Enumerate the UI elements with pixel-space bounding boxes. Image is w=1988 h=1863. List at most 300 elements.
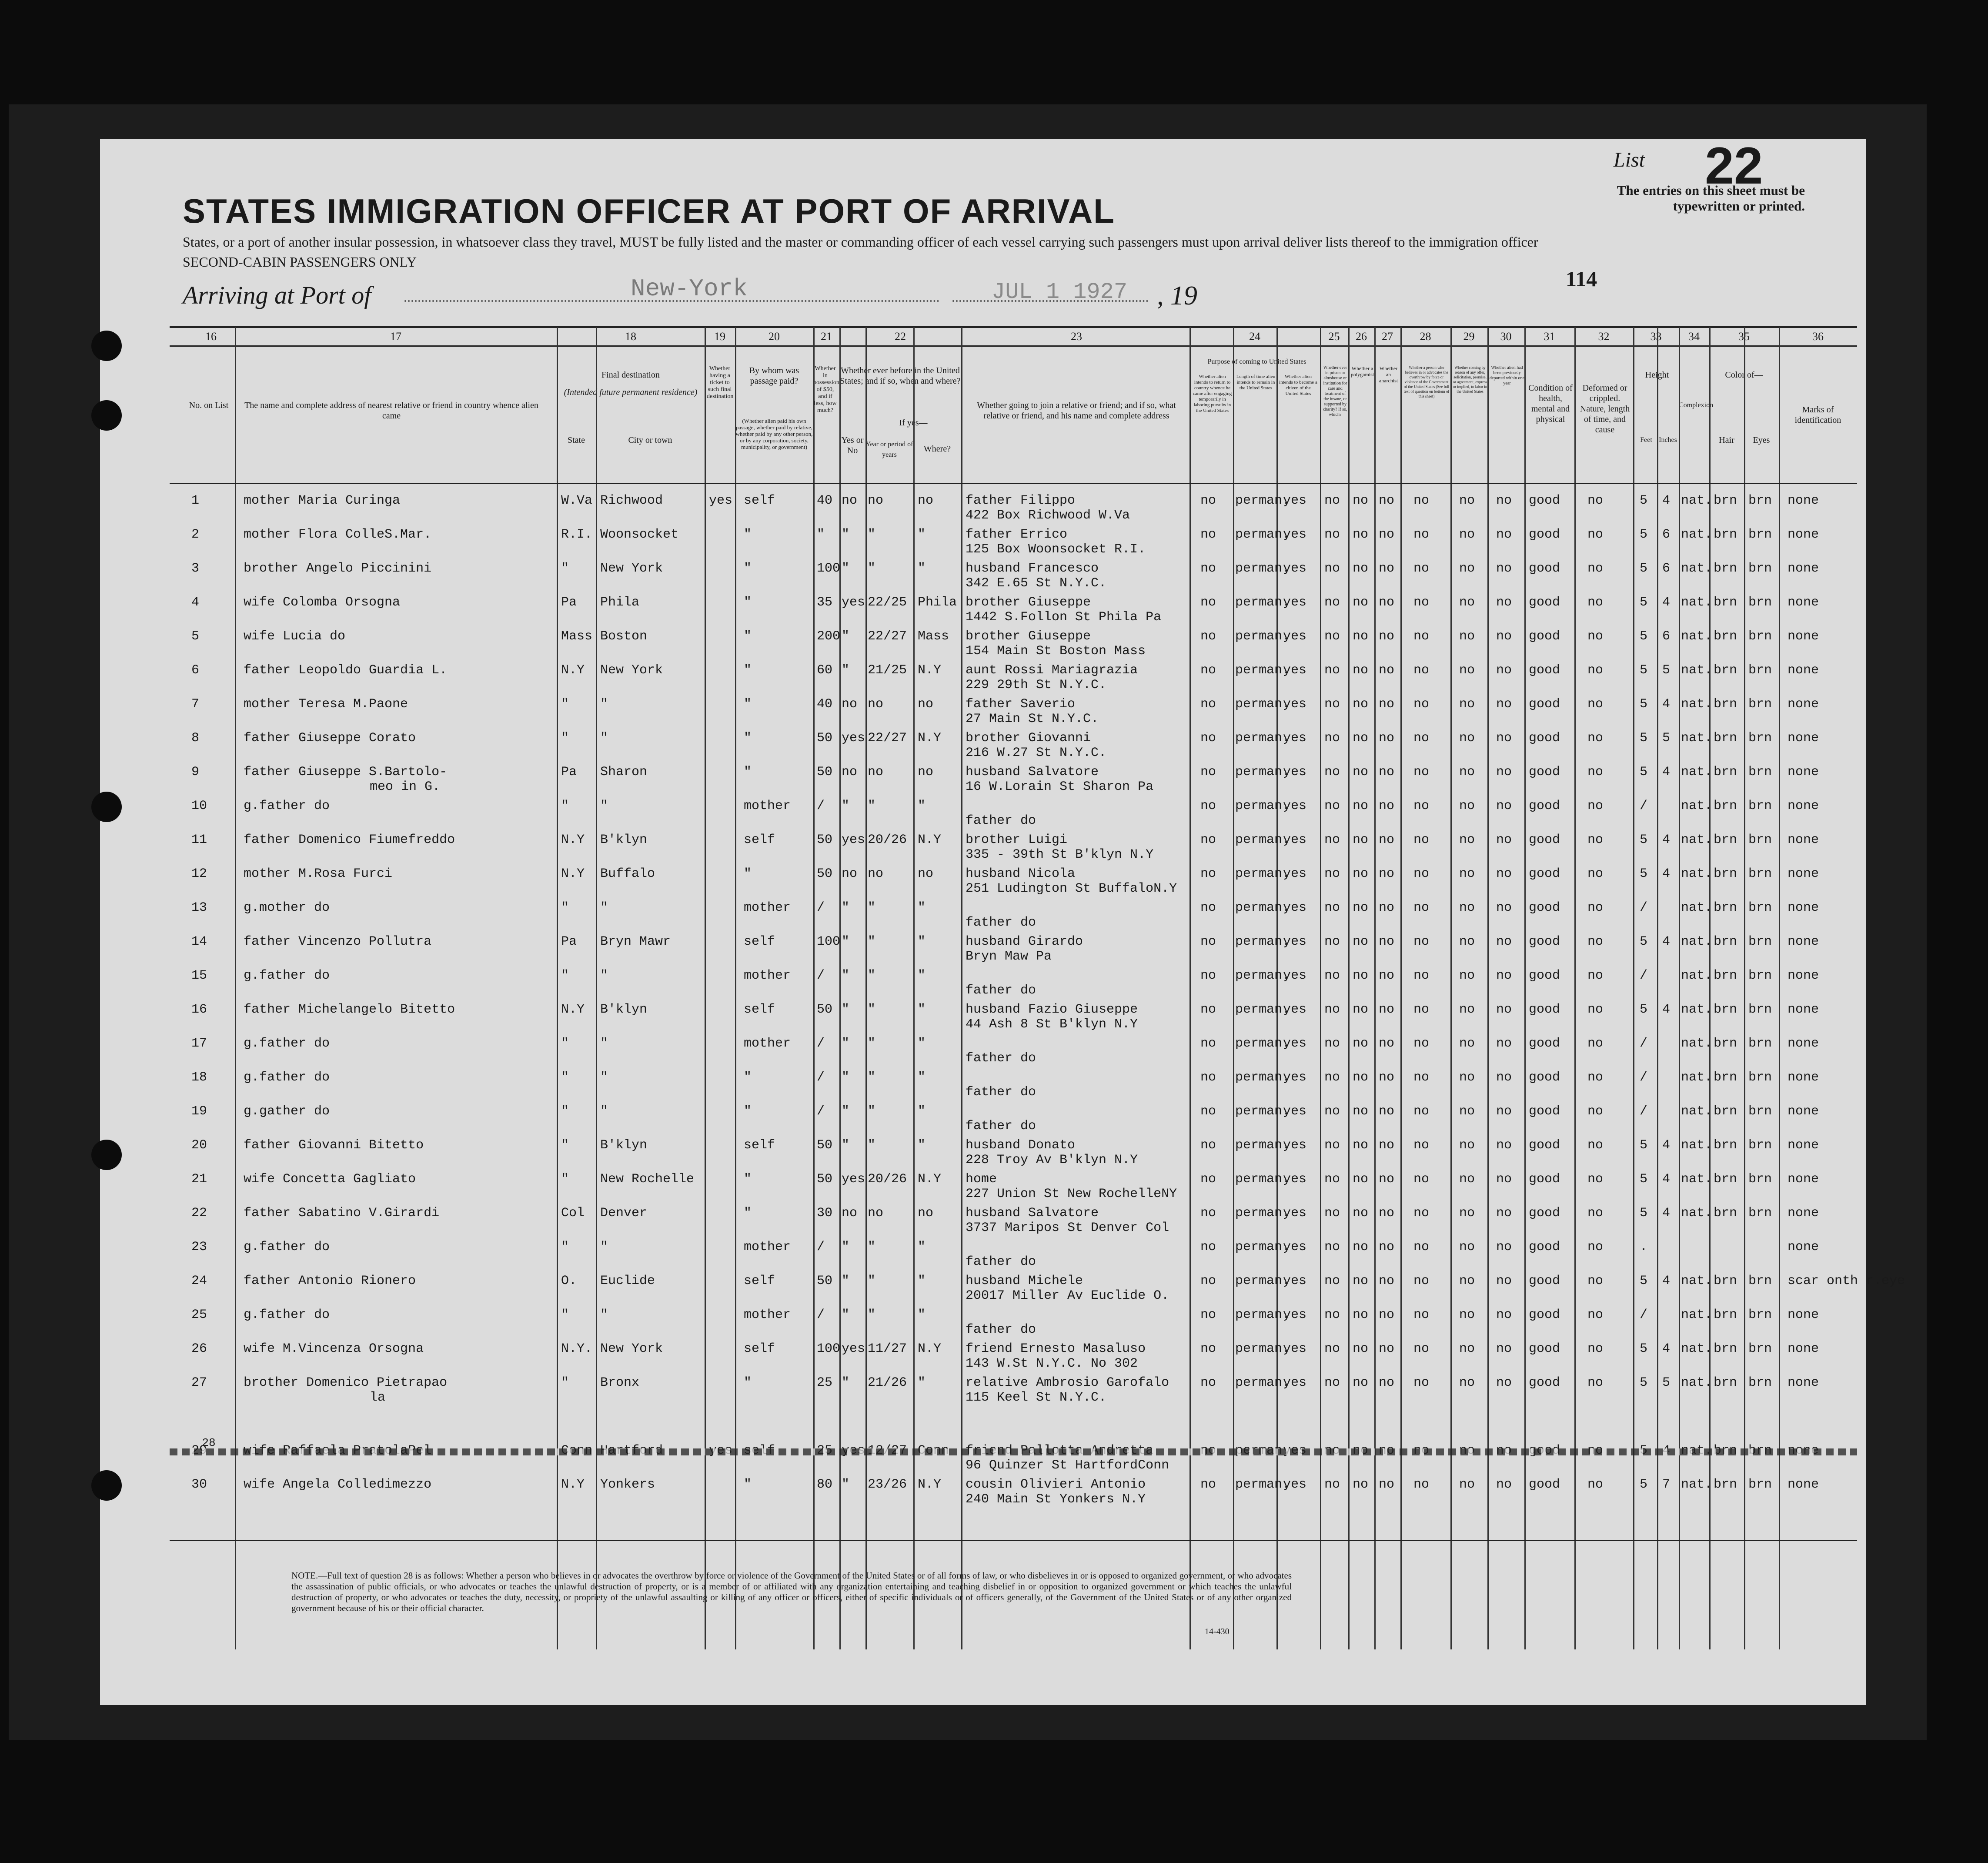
destination-state: ": [561, 1036, 569, 1051]
height-inches: 4: [1662, 1341, 1671, 1356]
money-amount: 30: [817, 1206, 833, 1221]
anarchist-field: no: [1379, 663, 1395, 678]
hair-color: brn: [1714, 1172, 1737, 1187]
header-year-period: Year or period of years: [865, 441, 913, 458]
complexion-field: nat.: [1681, 493, 1713, 508]
before-where: ": [918, 1036, 926, 1051]
header-feet: Feet: [1640, 436, 1652, 444]
before-where: N.Y: [918, 833, 942, 847]
joining-address: father do: [966, 1322, 1036, 1337]
height-feet: 5: [1640, 765, 1648, 779]
money-amount: /: [817, 1070, 825, 1085]
purpose-return: no: [1200, 1240, 1216, 1254]
deported-field: no: [1496, 833, 1512, 847]
purpose-length: perman.: [1235, 493, 1290, 508]
before-where: N.Y: [918, 1477, 942, 1492]
complexion-field: nat.: [1681, 629, 1713, 644]
complexion-field: nat.: [1681, 697, 1713, 712]
prison-field: no: [1324, 1070, 1340, 1085]
overthrow-field: no: [1413, 1172, 1430, 1187]
joining-address: father do: [966, 813, 1036, 828]
anarchist-field: no: [1379, 900, 1395, 915]
eye-color: brn: [1748, 1477, 1772, 1492]
money-amount: 40: [817, 697, 833, 712]
table-row: [170, 763, 1857, 796]
destination-city: B'klyn: [600, 1138, 648, 1153]
table-row: [170, 1102, 1857, 1135]
overthrow-field: no: [1413, 629, 1430, 644]
header-anarchist: Whether an anarchist: [1379, 365, 1398, 384]
paid-by: mother: [744, 968, 791, 983]
purpose-return: no: [1200, 595, 1216, 610]
destination-state: ": [561, 1172, 569, 1187]
polygamist-field: no: [1353, 1206, 1369, 1221]
column-number: 25: [1328, 330, 1340, 343]
eye-color: brn: [1748, 866, 1772, 881]
deformed-field: no: [1587, 1070, 1604, 1085]
destination-state: N.Y.: [561, 1341, 593, 1356]
column-number: 26: [1356, 330, 1367, 343]
list-note: The entries on this sheet must be typewritten or printed.: [1617, 183, 1805, 214]
eye-color: brn: [1748, 1070, 1772, 1085]
row-number: 25: [191, 1308, 207, 1322]
paid-by: self: [744, 1002, 775, 1017]
joining-address: 228 Troy Av B'klyn N.Y: [966, 1153, 1138, 1167]
joining-address: 216 W.27 St N.Y.C.: [966, 746, 1107, 760]
polygamist-field: no: [1353, 1341, 1369, 1356]
deported-field: no: [1496, 1375, 1512, 1390]
height-inches: 4: [1662, 1206, 1671, 1221]
height-inches: 4: [1662, 1002, 1671, 1017]
destination-city: ": [600, 1036, 608, 1051]
header-purpose-length: Length of time alien intends to remain in the United States: [1236, 374, 1276, 391]
purpose-citizen: yes: [1283, 900, 1307, 915]
overthrow-field: no: [1413, 934, 1430, 949]
joining-address: 422 Box Richwood W.Va: [966, 508, 1130, 523]
column-number: 18: [625, 330, 636, 343]
purpose-length: perman.: [1235, 900, 1290, 915]
column-number: 36: [1812, 330, 1824, 343]
contract-field: no: [1459, 1240, 1475, 1254]
polygamist-field: no: [1353, 1308, 1369, 1322]
purpose-citizen: yes: [1283, 1274, 1307, 1288]
purpose-citizen: yes: [1283, 1375, 1307, 1390]
before-year: ": [868, 1240, 876, 1254]
overthrow-field: no: [1413, 799, 1430, 813]
contract-field: no: [1459, 1308, 1475, 1322]
eye-color: brn: [1748, 934, 1772, 949]
height-inches: 4: [1662, 595, 1671, 610]
polygamist-field: no: [1353, 697, 1369, 712]
destination-city: ": [600, 968, 608, 983]
joining-address: 3737 Maripos St Denver Col: [966, 1221, 1169, 1235]
identification-marks: none: [1788, 900, 1819, 915]
joining-address: 1442 S.Follon St Phila Pa: [966, 610, 1162, 625]
purpose-length: perman.: [1235, 934, 1290, 949]
health-condition: good: [1529, 765, 1560, 779]
destination-city: Yonkers: [600, 1477, 655, 1492]
eye-color: brn: [1748, 1375, 1772, 1390]
purpose-return: no: [1200, 1274, 1216, 1288]
overthrow-field: no: [1413, 1274, 1430, 1288]
anarchist-field: no: [1379, 934, 1395, 949]
column-number: 17: [390, 330, 401, 343]
eye-color: brn: [1748, 1138, 1772, 1153]
eye-color: brn: [1748, 968, 1772, 983]
contract-field: no: [1459, 731, 1475, 746]
row-number: 3: [191, 561, 200, 576]
deformed-field: no: [1587, 629, 1604, 644]
money-amount: 50: [817, 1002, 833, 1017]
column-number: 32: [1598, 330, 1610, 343]
row-number: 13: [191, 900, 207, 915]
row-28-struck: [170, 1448, 1857, 1455]
health-condition: good: [1529, 493, 1560, 508]
before-in-us: yes: [842, 595, 865, 610]
purpose-return: no: [1200, 1104, 1216, 1119]
complexion-field: nat.: [1681, 1308, 1713, 1322]
table-row: [170, 797, 1857, 830]
height-inches: 5: [1662, 731, 1671, 746]
height-inches: 6: [1662, 561, 1671, 576]
overthrow-field: no: [1413, 866, 1430, 881]
eye-color: brn: [1748, 1308, 1772, 1322]
height-feet: .: [1640, 1240, 1648, 1254]
before-in-us: yes: [842, 1172, 865, 1187]
paid-by: ": [744, 731, 752, 746]
column-number: 33: [1650, 330, 1662, 343]
destination-state: Pa: [561, 595, 577, 610]
deformed-field: no: [1587, 1274, 1604, 1288]
destination-city: New York: [600, 1341, 663, 1356]
table-row: [170, 1475, 1857, 1508]
deformed-field: no: [1587, 1341, 1604, 1356]
prison-field: no: [1324, 561, 1340, 576]
purpose-return: no: [1200, 1070, 1216, 1085]
joining-address: 342 E.65 St N.Y.C.: [966, 576, 1107, 591]
before-in-us: ": [842, 1104, 850, 1119]
before-in-us: no: [842, 697, 858, 712]
height-feet: 5: [1640, 1138, 1648, 1153]
before-where: ": [918, 1070, 926, 1085]
row-number: 6: [191, 663, 200, 678]
row-number: 27: [191, 1375, 207, 1390]
identification-marks: none: [1788, 1002, 1819, 1017]
deformed-field: no: [1587, 561, 1604, 576]
prison-field: no: [1324, 1036, 1340, 1051]
height-inches: 5: [1662, 1375, 1671, 1390]
header-paid-by-note: (Whether alien paid his own passage, whether paid by relative, whether paid by any other person, or by any corporation, society, municipality, or government): [735, 418, 813, 450]
before-year: 20/26: [868, 1172, 907, 1187]
purpose-return: no: [1200, 731, 1216, 746]
purpose-length: perman.: [1235, 1070, 1290, 1085]
polygamist-field: no: [1353, 527, 1369, 542]
destination-state: Mass: [561, 629, 593, 644]
destination-city: Bronx: [600, 1375, 640, 1390]
before-in-us: ": [842, 1375, 850, 1390]
contract-field: no: [1459, 765, 1475, 779]
table-row: [170, 593, 1857, 626]
deformed-field: no: [1587, 1002, 1604, 1017]
purpose-return: no: [1200, 866, 1216, 881]
paid-by: ": [744, 663, 752, 678]
hair-color: brn: [1714, 493, 1737, 508]
row-number: 30: [191, 1477, 207, 1492]
joining-address: father do: [966, 983, 1036, 998]
polygamist-field: no: [1353, 731, 1369, 746]
deported-field: no: [1496, 527, 1512, 542]
purpose-return: no: [1200, 799, 1216, 813]
table-row: [170, 831, 1857, 864]
paid-by: ": [744, 595, 752, 610]
polygamist-field: no: [1353, 1104, 1369, 1119]
deformed-field: no: [1587, 968, 1604, 983]
before-in-us: ": [842, 1240, 850, 1254]
polygamist-field: no: [1353, 799, 1369, 813]
hair-color: brn: [1714, 934, 1737, 949]
purpose-citizen: yes: [1283, 629, 1307, 644]
destination-state: ": [561, 561, 569, 576]
anarchist-field: no: [1379, 1308, 1395, 1322]
complexion-field: nat.: [1681, 561, 1713, 576]
table-row: [170, 1170, 1857, 1203]
paid-by: ": [744, 1477, 752, 1492]
prison-field: no: [1324, 866, 1340, 881]
table-row: [170, 933, 1857, 966]
destination-city: ": [600, 1070, 608, 1085]
contract-field: no: [1459, 968, 1475, 983]
purpose-length: perman.: [1235, 697, 1290, 712]
prison-field: no: [1324, 968, 1340, 983]
header-prison: Whether ever in prison or almshouse or institution for care and treatment of the insane, or supported by charity? If so, which?: [1323, 365, 1347, 417]
relative-name: father Giuseppe Corato: [244, 731, 416, 746]
column-number: 20: [768, 330, 780, 343]
anarchist-field: no: [1379, 765, 1395, 779]
table-row: [170, 1374, 1857, 1407]
destination-city: Woonsocket: [600, 527, 679, 542]
polygamist-field: no: [1353, 595, 1369, 610]
purpose-length: perman.: [1235, 527, 1290, 542]
complexion-field: nat.: [1681, 833, 1713, 847]
purpose-return: no: [1200, 561, 1216, 576]
identification-marks: none: [1788, 1341, 1819, 1356]
before-year: 22/25: [868, 595, 907, 610]
header-height: Height: [1645, 370, 1669, 380]
deformed-field: no: [1587, 1138, 1604, 1153]
prison-field: no: [1324, 1104, 1340, 1119]
height-feet: 5: [1640, 1206, 1648, 1221]
relative-name: mother M.Rosa Furci: [244, 866, 393, 881]
before-year: ": [868, 1104, 876, 1119]
prison-field: no: [1324, 629, 1340, 644]
eye-color: brn: [1748, 1274, 1772, 1288]
health-condition: good: [1529, 934, 1560, 949]
complexion-field: nat.: [1681, 799, 1713, 813]
polygamist-field: no: [1353, 663, 1369, 678]
health-condition: good: [1529, 866, 1560, 881]
purpose-citizen: yes: [1283, 493, 1307, 508]
joining-address: 227 Union St New RochelleNY: [966, 1187, 1177, 1201]
anarchist-field: no: [1379, 866, 1395, 881]
column-number: 19: [714, 330, 725, 343]
destination-state: ": [561, 1070, 569, 1085]
complexion-field: nat.: [1681, 1341, 1713, 1356]
header-deformed: Deformed or crippled. Nature, length of time, and cause: [1580, 383, 1630, 435]
header-bottom-rule: [170, 483, 1857, 484]
money-amount: 50: [817, 765, 833, 779]
anarchist-field: no: [1379, 1274, 1395, 1288]
money-amount: 50: [817, 866, 833, 881]
joining-address: 20017 Miller Av Euclide O.: [966, 1288, 1169, 1303]
before-year: 23/26: [868, 1477, 907, 1492]
header-relative: The name and complete address of nearest relative or friend in country whence alien came: [244, 401, 538, 421]
relative-name: father Giovanni Bitetto: [244, 1138, 424, 1153]
joining-address: father do: [966, 1119, 1036, 1134]
overthrow-field: no: [1413, 595, 1430, 610]
prison-field: no: [1324, 1341, 1340, 1356]
overthrow-field: no: [1413, 968, 1430, 983]
height-feet: 5: [1640, 1477, 1648, 1492]
joining-relative: husband Salvatore: [966, 765, 1099, 779]
before-in-us: ": [842, 934, 850, 949]
column-number: 24: [1249, 330, 1260, 343]
identification-marks: scar onth r.eye: [1788, 1274, 1905, 1288]
binding-hole: [91, 792, 122, 822]
form-number: 14-430: [1205, 1627, 1230, 1636]
header-inches: Inches: [1659, 436, 1677, 444]
identification-marks: none: [1788, 799, 1819, 813]
polygamist-field: no: [1353, 765, 1369, 779]
height-inches: 4: [1662, 765, 1671, 779]
before-where: no: [918, 697, 934, 712]
height-feet: /: [1640, 900, 1648, 915]
complexion-field: nat.: [1681, 1172, 1713, 1187]
destination-city: New York: [600, 663, 663, 678]
eye-color: brn: [1748, 1172, 1772, 1187]
joining-relative: father Filippo: [966, 493, 1076, 508]
before-in-us: ": [842, 799, 850, 813]
identification-marks: none: [1788, 1206, 1819, 1221]
height-inches: 4: [1662, 934, 1671, 949]
relative-name: mother Maria Curinga: [244, 493, 401, 508]
destination-city: Buffalo: [600, 866, 655, 881]
purpose-citizen: yes: [1283, 663, 1307, 678]
before-in-us: ": [842, 968, 850, 983]
hair-color: brn: [1714, 731, 1737, 746]
identification-marks: none: [1788, 493, 1819, 508]
purpose-return: no: [1200, 765, 1216, 779]
joining-address: father do: [966, 1085, 1036, 1100]
hair-color: brn: [1714, 1070, 1737, 1085]
joining-address: 96 Quinzer St HartfordConn: [966, 1458, 1169, 1473]
purpose-length: perman.: [1235, 561, 1290, 576]
joining-relative: brother Giuseppe: [966, 629, 1091, 644]
contract-field: no: [1459, 493, 1475, 508]
purpose-citizen: yes: [1283, 1036, 1307, 1051]
cabin-class: SECOND-CABIN PASSENGERS ONLY: [183, 254, 417, 270]
joining-relative: aunt Rossi Mariagrazia: [966, 663, 1138, 678]
header-contract: Whether coming by reason of any offer, solicitation, promise, or agreement, express or implied, to labor in the United States: [1453, 365, 1487, 394]
hair-color: brn: [1714, 1274, 1737, 1288]
overthrow-field: no: [1413, 1036, 1430, 1051]
relative-name: wife M.Vincenza Orsogna: [244, 1341, 424, 1356]
paid-by: ": [744, 1375, 752, 1390]
paid-by: ": [744, 561, 752, 576]
prison-field: no: [1324, 1274, 1340, 1288]
health-condition: good: [1529, 833, 1560, 847]
header-yes-no: Yes or No: [841, 435, 864, 455]
binding-hole: [91, 1140, 122, 1170]
complexion-field: nat.: [1681, 1206, 1713, 1221]
relative-name: mother Teresa M.Paone: [244, 697, 408, 712]
hair-color: brn: [1714, 697, 1737, 712]
before-where: no: [918, 493, 934, 508]
before-in-us: ": [842, 1070, 850, 1085]
table-row: [170, 865, 1857, 898]
purpose-length: perman.: [1235, 1308, 1290, 1322]
health-condition: good: [1529, 1002, 1560, 1017]
hair-color: brn: [1714, 1206, 1737, 1221]
eye-color: brn: [1748, 1036, 1772, 1051]
before-in-us: ": [842, 1036, 850, 1051]
joining-relative: husband Michele: [966, 1274, 1083, 1288]
destination-city: Sharon: [600, 765, 648, 779]
polygamist-field: no: [1353, 1240, 1369, 1254]
purpose-return: no: [1200, 968, 1216, 983]
anarchist-field: no: [1379, 1104, 1395, 1119]
paid-by: ": [744, 866, 752, 881]
health-condition: good: [1529, 561, 1560, 576]
complexion-field: nat.: [1681, 1002, 1713, 1017]
overthrow-field: no: [1413, 1138, 1430, 1153]
before-in-us: yes: [842, 731, 865, 746]
contract-field: no: [1459, 866, 1475, 881]
purpose-citizen: yes: [1283, 765, 1307, 779]
overthrow-field: no: [1413, 1070, 1430, 1085]
hair-color: brn: [1714, 900, 1737, 915]
destination-state: ": [561, 731, 569, 746]
column-numbers: [170, 326, 1857, 347]
page-title: STATES IMMIGRATION OFFICER AT PORT OF ARRIVAL: [183, 192, 1115, 230]
table-row: [170, 627, 1857, 660]
destination-city: ": [600, 1240, 608, 1254]
purpose-return: no: [1200, 1375, 1216, 1390]
joining-relative: relative Ambrosio Garofalo: [966, 1375, 1169, 1390]
purpose-length: perman.: [1235, 1036, 1290, 1051]
paid-by: mother: [744, 900, 791, 915]
money-amount: 200: [817, 629, 841, 644]
overthrow-field: no: [1413, 1206, 1430, 1221]
sheet-number: 114: [1566, 267, 1597, 291]
joining-relative: father Errico: [966, 527, 1068, 542]
money-amount: 100: [817, 934, 841, 949]
purpose-citizen: yes: [1283, 1002, 1307, 1017]
paid-by: ": [744, 1206, 752, 1221]
row-number: 5: [191, 629, 200, 644]
joining-address: 115 Keel St N.Y.C.: [966, 1390, 1107, 1405]
overthrow-field: no: [1413, 1477, 1430, 1492]
hair-color: brn: [1714, 1036, 1737, 1051]
money-amount: /: [817, 1104, 825, 1119]
purpose-citizen: yes: [1283, 1104, 1307, 1119]
polygamist-field: no: [1353, 629, 1369, 644]
destination-state: Pa: [561, 934, 577, 949]
before-year: ": [868, 1138, 876, 1153]
money-amount: 40: [817, 493, 833, 508]
anarchist-field: no: [1379, 1206, 1395, 1221]
destination-state: N.Y: [561, 833, 585, 847]
hair-color: brn: [1714, 833, 1737, 847]
